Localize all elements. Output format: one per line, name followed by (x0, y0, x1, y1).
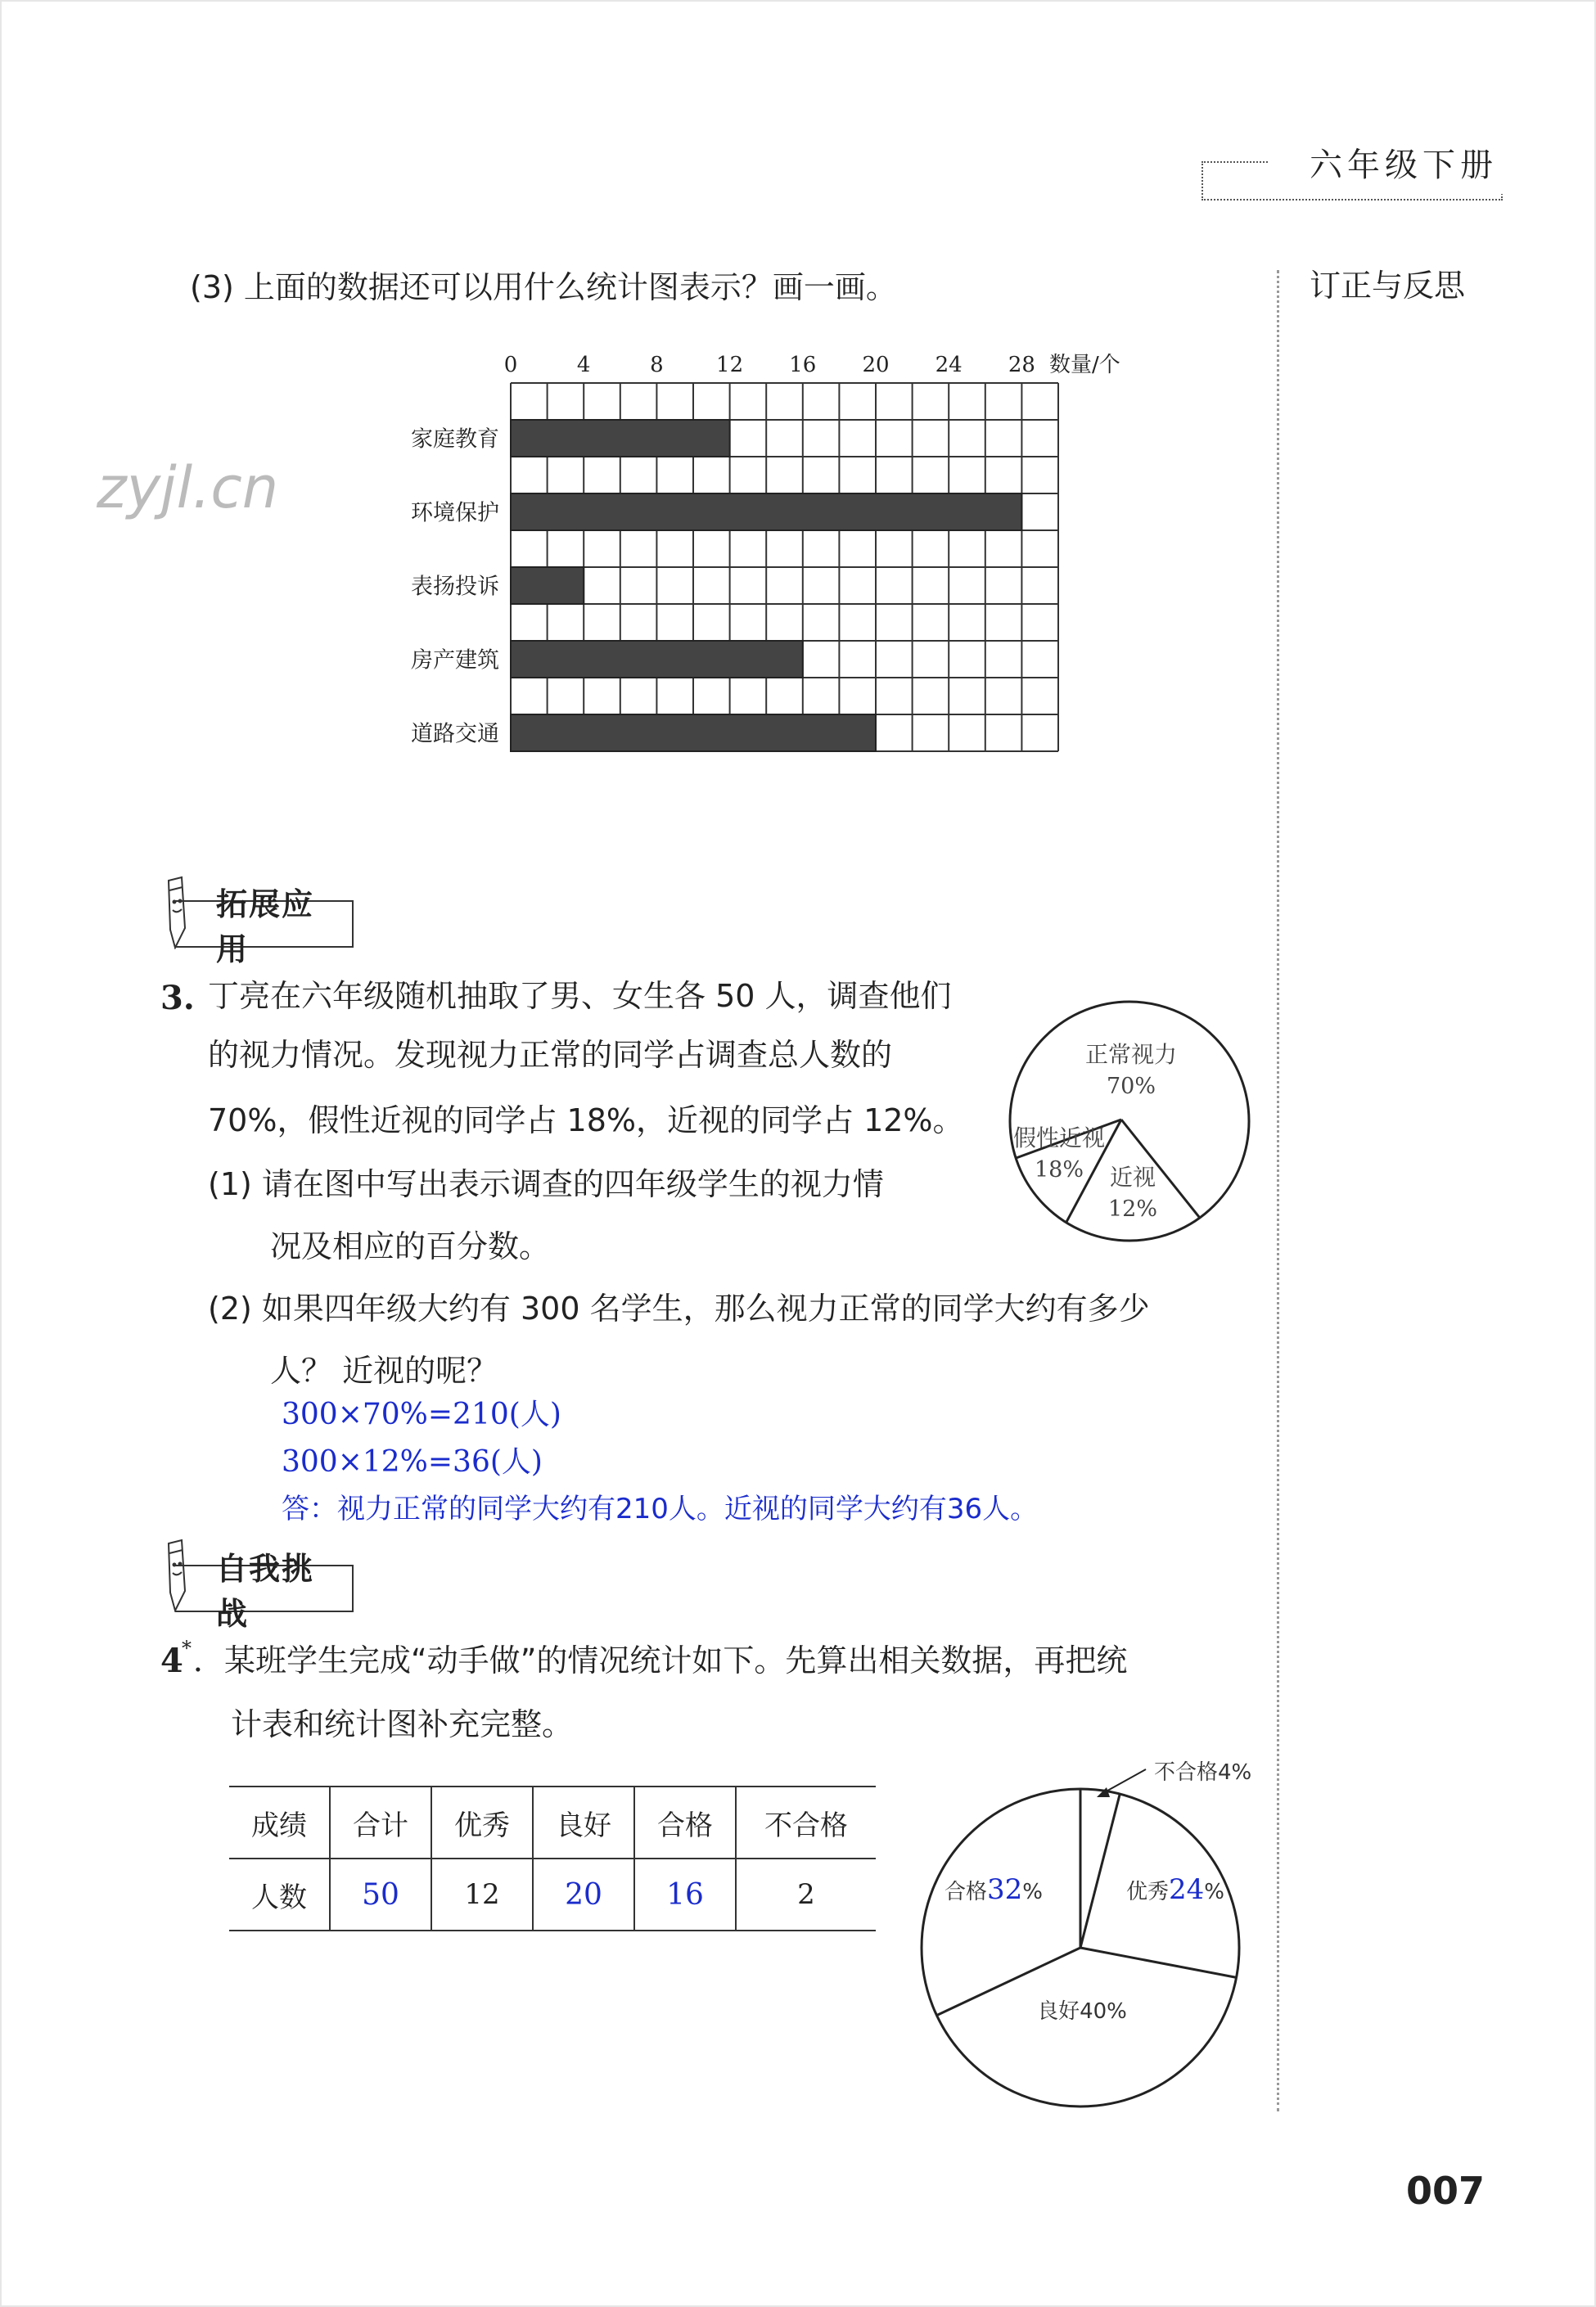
stats-header: 合计 (330, 1787, 431, 1859)
margin-divider (1277, 270, 1279, 2111)
vision-pie-chart (999, 990, 1260, 1252)
q3-line-2: 的视力情况。发现视力正常的同学占调查总人数的 (208, 1037, 893, 1073)
q3-sub3-text: (3) 上面的数据还可以用什么统计图表示？画一画。 (190, 269, 897, 305)
stats-header: 成绩 (229, 1787, 330, 1859)
q4-line-2: 计表和统计图补充完整。 (231, 1706, 574, 1742)
bar (511, 420, 730, 457)
grades-pie-chart (908, 1751, 1252, 2111)
stats-row-label: 人数 (229, 1859, 330, 1931)
category-label: 家庭教育 (411, 426, 499, 453)
pie-label-text: % (1204, 1880, 1224, 1904)
bar-chart-categories (411, 426, 499, 746)
bar-chart-ticks (504, 353, 1035, 377)
pie-value-label: 12% (1107, 1196, 1158, 1222)
stats-cell-filled: 16 (634, 1859, 736, 1931)
stats-header: 良好 (533, 1787, 634, 1859)
q3-answer-1: 300×70%=210(人) (282, 1398, 561, 1431)
pie-label-text: 不合格4% (1154, 1760, 1252, 1785)
tick-label: 16 (789, 353, 817, 377)
category-label: 表扬投诉 (411, 574, 499, 600)
pie-label-text: % (1022, 1880, 1043, 1904)
q3-line-3: 70%，假性近视的同学占 18%，近视的同学占 12%。 (208, 1102, 964, 1138)
watermark: zyjl.cn (97, 454, 279, 521)
section-challenge-label: 自我挑战 (216, 1551, 315, 1632)
bar-chart-xlabel: 数量/个 (1049, 353, 1120, 377)
tick-label: 8 (650, 353, 664, 377)
stats-cell: 12 (431, 1859, 533, 1931)
pie-label-text: 合格 (945, 1880, 988, 1904)
stats-header-row (229, 1787, 876, 1859)
category-label: 房产建筑 (411, 647, 499, 674)
grades-pie-slices (922, 1769, 1239, 2106)
q4-number: 4 (160, 1642, 183, 1680)
section-extend-label: 拓展应用 (216, 886, 315, 967)
stats-header: 合格 (634, 1787, 736, 1859)
q3-number: 3. (160, 979, 195, 1017)
q4-star: * (182, 1637, 192, 1660)
tick-label: 24 (935, 353, 963, 377)
pie-label (1037, 1999, 1127, 2024)
pie-label: 正常视力 (1084, 1041, 1178, 1068)
stats-cell: 2 (736, 1859, 876, 1931)
pie-value-label: 70% (1106, 1074, 1156, 1099)
bar (511, 714, 876, 751)
q3-p2-line-1: (2) 如果四年级大约有 300 名学生，那么视力正常的同学大约有多少 (208, 1291, 1150, 1327)
tick-label: 4 (576, 353, 591, 377)
tick-label: 0 (503, 353, 518, 377)
grade-label: 六年级下册 (1269, 137, 1503, 194)
q3-line-1: 丁亮在六年级随机抽取了男、女生各 50 人，调查他们 (208, 978, 952, 1014)
q3-p1-line-1: (1) 请在图中写出表示调查的四年级学生的视力情 (208, 1166, 884, 1202)
category-label: 道路交通 (411, 721, 499, 747)
stats-table (229, 1786, 876, 1931)
q3-p2-line-2: 人？ 近视的呢？ (270, 1353, 498, 1389)
q4-line-1: ．某班学生完成“动手做”的情况统计如下。先算出相关数据，再把统 (193, 1642, 1128, 1678)
section-challenge (175, 1551, 354, 1632)
category-label: 环境保护 (411, 500, 499, 526)
tick-label: 12 (716, 353, 744, 377)
tick-label: 20 (862, 353, 890, 377)
bar (511, 567, 584, 604)
pie-label-text: 良好40% (1037, 1999, 1127, 2024)
pie-label-answer: 32 (987, 1873, 1023, 1906)
q3-answer-2: 300×12%=36(人) (282, 1445, 543, 1479)
stats-header: 不合格 (736, 1787, 876, 1859)
stats-header: 优秀 (431, 1787, 533, 1859)
reflection-heading: 订正与反思 (1310, 268, 1466, 304)
tick-label: 28 (1008, 353, 1035, 377)
bar (511, 493, 1021, 530)
q3-answer-3: 答：视力正常的同学大约有210人。近视的同学大约有36人。 (282, 1493, 1039, 1525)
stats-value-row (229, 1859, 876, 1931)
page-number: 007 (1406, 2169, 1486, 2213)
bar-chart (393, 344, 1179, 802)
pie-pointer (1102, 1769, 1146, 1794)
pie-value-label: 18% (1034, 1157, 1084, 1183)
pie-label (1154, 1760, 1251, 1785)
stats-cell-filled: 50 (330, 1859, 431, 1931)
pie-label: 近视 (1109, 1164, 1156, 1191)
bar (511, 641, 803, 678)
pie-label-answer: 24 (1169, 1873, 1205, 1906)
stats-cell-filled: 20 (533, 1859, 634, 1931)
section-extend (175, 886, 354, 967)
q3-p1-line-2: 况及相应的百分数。 (270, 1228, 551, 1264)
pie-label-text: 优秀 (1126, 1880, 1170, 1904)
pie-label: 假性近视 (1012, 1124, 1106, 1151)
